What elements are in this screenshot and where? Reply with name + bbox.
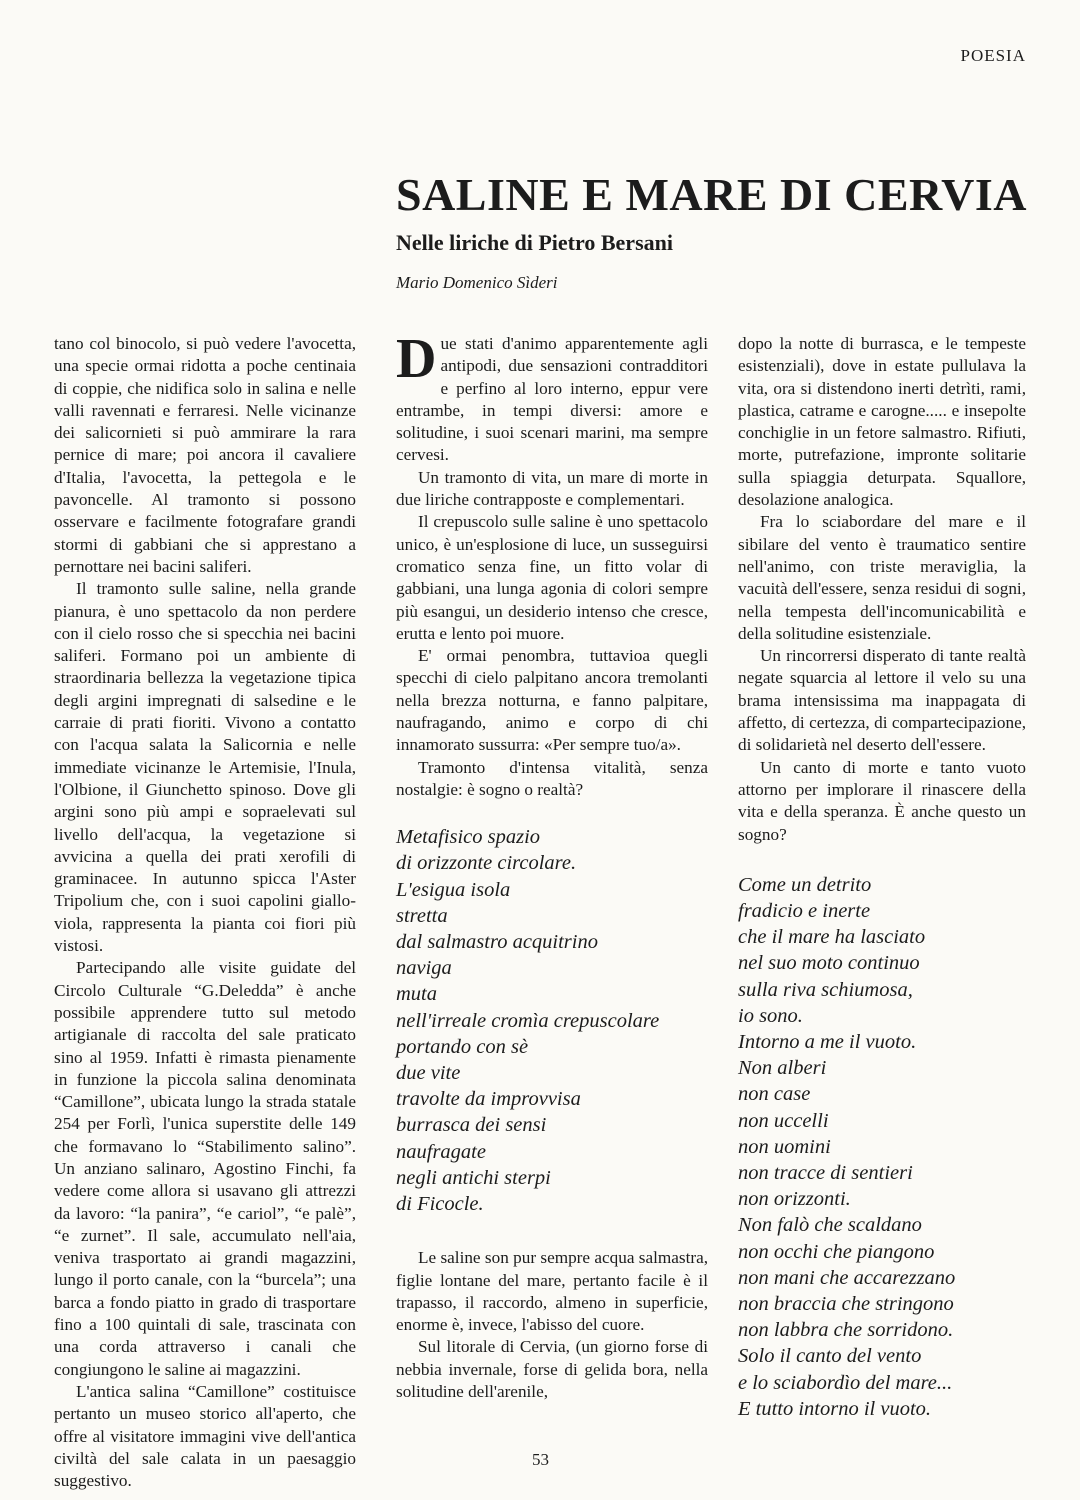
paragraph: tano col binocolo, si può vedere l'avocetta, una specie ormai ridotta a poche centinaia di coppie, che nidifica solo in salina e nelle valli ravennati e ferraresi. Nelle vicinanze dei salicornieti si può ammirare la rara pernice di mare; poi ancora il cavaliere d'Italia, l'avocetta, la pettegola e le pavoncelle. Al tramonto si possono osservare e facilmente fotografare grandi stormi di gabbiani che si apprestano a pernottare nei bacini saliferi. xyxy=(54,334,356,576)
article-subtitle: Nelle liriche di Pietro Bersani xyxy=(396,230,673,255)
poem-line: non case xyxy=(738,1083,811,1106)
section-label: POESIA xyxy=(960,46,1026,65)
poem-line: non mani che accarezzano xyxy=(738,1266,956,1289)
poem-tramonto xyxy=(396,824,708,1217)
poem-line: di orizzonte circolare. xyxy=(396,852,577,875)
poem-line: dal salmastro acquitrino xyxy=(396,931,598,954)
text-column-1 xyxy=(54,333,356,1492)
poem-line: non uccelli xyxy=(738,1109,829,1132)
text-column-2 xyxy=(396,328,708,1403)
poem-line: non labbra che sorridono. xyxy=(738,1319,954,1342)
paragraph: Un tramonto di vita, un mare di morte in due liriche contrapposte e complementari. xyxy=(396,467,708,510)
drop-cap: D xyxy=(396,328,437,390)
paragraph: Fra lo sciabordare del mare e il sibilare del vento è traumatico sentire nell'animo, con triste meraviglia, la vacuità dell'essere, senza residui di sogni, nella tempesta dell'incomunicabilità e della solitudine esistenziale. xyxy=(738,512,1026,643)
poem-line: burrasca dei sensi xyxy=(396,1114,547,1137)
paragraph: E' ormai penombra, tuttavioa quegli specchi di cielo palpitano ancora tremolanti nella brezza notturna, e fanno palpitare, naufragando, animo e corpo di chi innamorato sussurra: «Per sempre tuo/a». xyxy=(396,646,708,755)
article-author: Mario Domenico Sìderi xyxy=(396,273,558,292)
poem-line: due vite xyxy=(396,1062,461,1085)
page-number: 53 xyxy=(532,1450,549,1469)
text-column-3 xyxy=(738,333,1026,1422)
article-title: SALINE E MARE DI CERVIA xyxy=(396,169,1027,220)
paragraph: Partecipando alle visite guidate del Circolo Culturale “G.Deledda” è anche possibile apprendere tutto sul metodo artigianale di raccolta del sale praticato sino al 1959. Infatti è rimasta pienamente in funzione la piccola salina denominata “Camillone”, ubicata lungo la strada statale 254 per Forlì, l'unica superstite delle 149 che formavano lo “Stabilimento salino”. Un anziano salinaro, Agostino Finchi, fa vedere come allora si usavano gli attrezzi da lavoro: “la panira”, “e cariol”, “e palè”, “e zurnet”. Il sale, accumulato nell'aia, veniva trasportato ai grandi magazzini, lungo il porto canale, con la “burcela”; una barca a fondo piatto in grado di trasportare fino a 100 quintali di sale, trascinata con una corda attraverso i canali che congiungono le saline ai magazzini. xyxy=(54,958,356,1379)
poem-line: di Ficocle. xyxy=(396,1193,484,1216)
poem-line: che il mare ha lasciato xyxy=(738,926,926,949)
paragraph: dopo la notte di burrasca, e le tempeste esistenziali), dove in estate pullulava la vita, ora si distendono inerti detrìti, rami, plastica, catrame e carogne..... e insepolte conchiglie in un fetore salmastro. Rifiuti, morte, putrefazione, impronte solitarie sulla spiaggia deturpata. Squallore, desolazione analogica. xyxy=(738,334,1026,510)
poem-line: fradicio e inerte xyxy=(738,900,871,923)
poem-line: non tracce di sentieri xyxy=(738,1162,913,1185)
poem-line: e lo sciabordìo del mare... xyxy=(738,1371,953,1394)
paragraph: Sul litorale di Cervia, (un giorno forse di nebbia invernale, forse di gelida bora, nella solitudine dell'arenile, xyxy=(396,1337,708,1402)
paragraph: L'antica salina “Camillone” costituisce pertanto un museo storico all'aperto, che offre al visitatore immagini vive dell'antica civiltà del sale calata in un paesaggio suggestivo. xyxy=(54,1381,356,1491)
paragraph: Tramonto d'intensa vitalità, senza nostalgie: è sogno o realtà? xyxy=(396,757,708,799)
poem-line: naufragate xyxy=(396,1140,486,1163)
poem-line: Intorno a me il vuoto. xyxy=(738,1031,917,1054)
poem-line: L'esigua isola xyxy=(396,878,511,901)
poem-line: nell'irreale cromìa crepuscolare xyxy=(396,1009,660,1032)
poem-line: naviga xyxy=(396,957,452,980)
poem-line: portando con sè xyxy=(396,1035,529,1058)
poem-line: Come un detrito xyxy=(738,873,872,896)
poem-line: muta xyxy=(396,983,437,1006)
paragraph: Un canto di morte e tanto vuoto attorno per implorare il rinascere della vita e della speranza. È anche questo un sogno? xyxy=(738,757,1026,844)
poem-detrito xyxy=(738,872,1026,1422)
paragraph-text: ue stati d'animo apparentemente agli antipodi, due sensazioni contradditori e perfino al loro interno, eppur vere entrambe, in tempi diversi: amore e solitudine, i suoi scenari marini, ma sempre cervesi. xyxy=(396,334,708,465)
poem-line: non uomini xyxy=(738,1135,831,1158)
poem-line: non orizzonti. xyxy=(738,1188,851,1211)
poem-line: Non alberi xyxy=(738,1057,827,1080)
poem-line: negli antichi sterpi xyxy=(396,1166,551,1189)
paragraph: Il tramonto sulle saline, nella grande pianura, è uno spettacolo da non perdere con il cielo rosso che si specchia nei bacini saliferi. Formano poi un ambiente di straordinaria bellezza la vegetazione tipica degli argini impregnati di salsedine e le carraie di prati fioriti. Vivono a contatto con l'acqua salata la Salicornia e nelle immediate vicinanze le Artemisie, l'Inula, l'Olbione, il Giunchetto spinoso. Dove gli argini sono più ampi e sopraelevati sul livello dell'acqua, la vegetazione si avvicina a quella dei prati xerofili di graminacee. In autunno spicca l'Aster Tripolium che, con i suoi capolini giallo-viola, rappresenta la pianta coi fiori più vistosi. xyxy=(54,579,356,956)
poem-line: stretta xyxy=(396,904,448,927)
poem-line: E tutto intorno il vuoto. xyxy=(738,1397,932,1420)
poem-line: Metafisico spazio xyxy=(396,826,541,849)
poem-line: nel suo moto continuo xyxy=(738,952,920,975)
poem-line: Solo il canto del vento xyxy=(738,1345,922,1368)
poem-line: non occhi che piangono xyxy=(738,1240,935,1263)
paragraph: Il crepuscolo sulle saline è uno spettacolo unico, è un'esplosione di luce, un susseguirsi cromatico senza fine, un fitto volar di gabbiani, una lunga agonia di colori sempre più esangui, un desiderio intenso che cresce, erutta e lento poi muore. xyxy=(396,512,708,643)
poem-line: io sono. xyxy=(738,1004,803,1027)
poem-line: sulla riva schiumosa, xyxy=(738,978,913,1001)
poem-line: travolte da improvvisa xyxy=(396,1088,581,1111)
paragraph: Un rincorrersi disperato di tante realtà negate squarcia al lettore il velo su una brama intensissima ma inappagata di affetto, di certezza, di compartecipazione, di solidarietà nel deserto dell'essere. xyxy=(738,646,1026,755)
paragraph: Le saline son pur sempre acqua salmastra, figlie lontane del mare, pertanto facile è il trapasso, il raccordo, almeno in superficie, enorme è, invece, l'abisso del cuore. xyxy=(396,1248,708,1335)
poem-line: Non falò che scaldano xyxy=(738,1214,922,1237)
paragraph xyxy=(396,328,708,467)
poem-line: non braccia che stringono xyxy=(738,1293,954,1316)
